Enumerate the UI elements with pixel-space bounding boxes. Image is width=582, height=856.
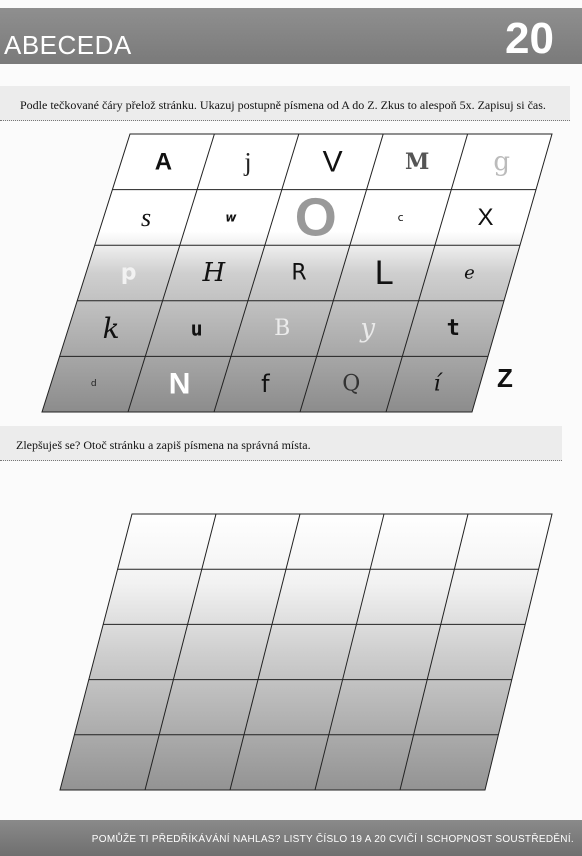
grid-letter-3-0: k [102,312,120,346]
grid-letter-2-3: L [374,254,394,292]
grid-letter-2-4: e [464,262,475,284]
grid-letter-4-0: d [90,379,97,390]
grid-letter-1-1: w [225,210,237,225]
instruction-band-middle [0,426,562,461]
empty-grid [60,514,552,790]
outside-letter: Z [497,363,513,393]
grid-letter-3-3: y [360,313,376,344]
grid-letter-2-1: H [202,258,226,288]
grid-letter-3-4: t [446,316,460,342]
grid-letter-4-2: f [261,370,270,399]
grid-letter-4-4: í [433,371,441,397]
grid-letter-0-2: V [322,145,343,179]
page-number: 20 [505,14,554,63]
grid-letter-0-3: M [404,148,430,175]
grid-letter-2-0: p [120,260,137,286]
grid-letter-0-1: j [244,147,252,177]
grid-letter-2-2: R [291,260,307,286]
page-title: ABECEDA [4,30,132,60]
grid-letter-4-3: Q [342,371,361,397]
grid-letter-3-2: B [274,316,291,342]
grid-letter-4-1: N [168,367,191,401]
grid-letter-1-4: X [477,203,494,231]
letter-grid [42,134,552,412]
grid-letter-0-4: g [493,146,511,177]
grid-letter-3-1: u [190,316,203,341]
instruction-top: Podle tečkované čáry přelož stránku. Ukazuj postupně písmena od A do Z. Zkus to alespoň 5x. Zapisuj si čas. [20,98,546,112]
grid-letter-1-0: s [140,202,152,232]
grid-letter-1-2: O [294,187,337,248]
grid-letter-0-0: A [154,148,173,176]
grid-letter-1-3: c [397,210,404,224]
footer-bar [0,820,582,856]
instruction-middle: Zlepšuješ se? Otoč stránku a zapiš písmena na správná místa. [16,438,311,452]
footer-text: POMŮŽE TI PŘEDŘÍKÁVÁNÍ NAHLAS? LISTY ČÍSLO 19 A 20 CVIČÍ I SCHOPNOST SOUSTŘEDĚNÍ. [91,834,574,845]
